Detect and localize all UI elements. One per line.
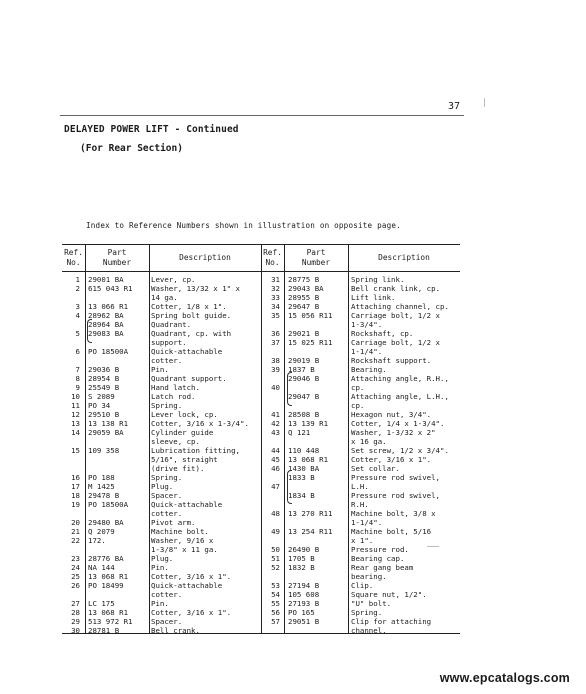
part-description: Washer, 9/16 x	[151, 536, 214, 545]
part-description: cotter.	[151, 356, 183, 365]
part-number: PO 34	[88, 401, 111, 410]
part-description: Lever, cp.	[151, 275, 196, 284]
part-number: 28776 BA	[88, 554, 124, 563]
part-number: LC 175	[88, 599, 115, 608]
part-description: Quadrant.	[151, 320, 192, 329]
ref-number: 52	[271, 563, 280, 572]
part-number: 28964 BA	[88, 320, 124, 329]
part-number: PO 18499	[88, 581, 124, 590]
part-description: Spring.	[151, 401, 183, 410]
part-description: Spring.	[151, 473, 183, 482]
part-description: Bearing cap.	[351, 554, 405, 563]
part-description: Lubrication fitting,	[151, 446, 240, 455]
part-description: Set screw, 1/2 x 3/4".	[351, 446, 449, 455]
part-description: Attaching channel, cp.	[351, 302, 449, 311]
part-number: 13 270 R11	[288, 509, 333, 518]
part-number: 29059 BA	[88, 428, 124, 437]
part-number: 109 358	[88, 446, 120, 455]
ref-number: 34	[271, 302, 280, 311]
ref-number: 48	[271, 509, 280, 518]
ref-number: 16	[71, 473, 80, 482]
part-number: 15 025 R11	[288, 338, 333, 347]
part-description: Cotter, 1/8 x 1".	[151, 302, 227, 311]
ref-number: 26	[71, 581, 80, 590]
part-number: 13 066 R1	[88, 302, 129, 311]
part-description: Spacer.	[151, 491, 183, 500]
header-part-line2: Number	[102, 258, 132, 267]
ref-number: 56	[271, 608, 280, 617]
part-number: S 2089	[88, 392, 115, 401]
header-ref	[261, 248, 284, 268]
part-description: 1-1/4".	[351, 518, 383, 527]
part-description: Cotter, 1/4 x 1-3/4".	[351, 419, 445, 428]
part-number: 1837 B	[288, 365, 315, 374]
part-description: Rockshaft, cp.	[351, 329, 414, 338]
part-number: 29051 B	[288, 617, 320, 626]
part-number: 15 056 R11	[288, 311, 333, 320]
part-number: 110 448	[288, 446, 320, 455]
ref-number: 12	[71, 410, 80, 419]
part-description: Attaching angle, L.H.,	[351, 392, 449, 401]
ref-number: 30	[71, 626, 80, 635]
part-number: 13 139 R1	[288, 419, 329, 428]
ref-number: 2	[75, 284, 80, 293]
ref-number: 50	[271, 545, 280, 554]
ref-number: 9	[75, 383, 80, 392]
ref-number: 4	[75, 311, 80, 320]
section-subtitle: (For Rear Section)	[80, 143, 183, 154]
part-description: Quick-attachable	[151, 347, 223, 356]
part-number: 13 068 R1	[88, 572, 129, 581]
part-description: Attaching angle, R.H.,	[351, 374, 449, 383]
scan-mark	[427, 546, 439, 547]
ref-number: 28	[71, 608, 80, 617]
part-number: Q 121	[288, 428, 311, 437]
scan-mark	[484, 98, 485, 107]
part-description: cp.	[351, 401, 365, 410]
part-number: PO 188	[88, 473, 115, 482]
group-brace	[287, 372, 292, 406]
ref-number: 18	[71, 491, 80, 500]
ref-number: 39	[271, 365, 280, 374]
header-ref-line1: Ref.	[64, 248, 83, 257]
part-description: Carriage bolt, 1/2 x	[351, 311, 440, 320]
part-description: 5/16", straight	[151, 455, 218, 464]
ref-number: 22	[71, 536, 80, 545]
header-ref-line2: No.	[265, 258, 280, 267]
part-description: Plug.	[151, 554, 174, 563]
part-description: Washer, 1-3/32 x 2"	[351, 428, 436, 437]
ref-number: 32	[271, 284, 280, 293]
part-description: Pressure rod.	[351, 545, 409, 554]
part-number: 28775 B	[288, 275, 320, 284]
ref-number: 33	[271, 293, 280, 302]
index-note: Index to Reference Numbers shown in illustration on opposite page.	[86, 221, 401, 230]
ref-number: 24	[71, 563, 80, 572]
part-number: 29036 B	[88, 365, 120, 374]
ref-number: 38	[271, 356, 280, 365]
part-description: Carriage bolt, 1/2 x	[351, 338, 440, 347]
part-description: Rockshaft support.	[351, 356, 432, 365]
ref-number: 46	[271, 464, 280, 473]
part-description: Cotter, 3/16 x 1-3/4".	[151, 419, 249, 428]
part-number: Q 2079	[88, 527, 115, 536]
part-number: PO 18500A	[88, 500, 129, 509]
part-number: PO 18500A	[88, 347, 129, 356]
part-number: 1834 B	[288, 491, 315, 500]
part-description: channel.	[351, 626, 387, 635]
part-number: 29647 B	[288, 302, 320, 311]
part-description: Quadrant, cp. with	[151, 329, 232, 338]
part-description: Spring.	[351, 608, 383, 617]
part-number: 28955 B	[288, 293, 320, 302]
part-description: cotter.	[151, 590, 183, 599]
parts-table	[62, 244, 460, 634]
part-description: Latch rod.	[151, 392, 196, 401]
part-description: 14 ga.	[151, 293, 178, 302]
ref-number: 10	[71, 392, 80, 401]
part-description: Square nut, 1/2".	[351, 590, 427, 599]
part-number: 172.	[88, 536, 106, 545]
part-number: 28954 B	[88, 374, 120, 383]
ref-number: 45	[271, 455, 280, 464]
ref-number: 13	[71, 419, 80, 428]
part-number: 28781 B	[88, 626, 120, 635]
part-description: Rear gang beam	[351, 563, 414, 572]
part-description: Lift link.	[351, 293, 396, 302]
col-divider	[85, 244, 86, 634]
group-brace	[87, 319, 92, 343]
part-description: Clip.	[351, 581, 374, 590]
part-description: Bell crank link, cp.	[351, 284, 440, 293]
part-description: Spacer.	[151, 617, 183, 626]
ref-number: 53	[271, 581, 280, 590]
part-description: Pin.	[151, 563, 169, 572]
ref-number: 21	[71, 527, 80, 536]
part-number: 28508 B	[288, 410, 320, 419]
part-description: Plug.	[151, 482, 174, 491]
part-number: 29001 BA	[88, 275, 124, 284]
part-description: Clip for attaching	[351, 617, 432, 626]
page-header-rule	[60, 115, 464, 116]
section-title: DELAYED POWER LIFT - Continued	[64, 124, 239, 135]
header-description: Description	[179, 253, 231, 262]
part-description: Quick-attachable	[151, 581, 223, 590]
part-description: Cotter, 3/16 x 1".	[351, 455, 432, 464]
part-number: 105 608	[288, 590, 320, 599]
part-number: PO 165	[288, 608, 315, 617]
part-number: 29083 BA	[88, 329, 124, 338]
header-ref-line1: Ref.	[263, 248, 282, 257]
part-number: 1833 B	[288, 473, 315, 482]
ref-number: 7	[75, 365, 80, 374]
part-description: support.	[151, 338, 187, 347]
ref-number: 3	[75, 302, 80, 311]
part-number: 13 138 R1	[88, 419, 129, 428]
part-description: cotter.	[151, 509, 183, 518]
page-number: 37	[448, 101, 461, 112]
ref-number: 25	[71, 572, 80, 581]
part-description: Machine bolt, 3/8 x	[351, 509, 436, 518]
part-description: cp.	[351, 383, 365, 392]
header-part-number	[284, 248, 348, 268]
part-description: "U" bolt.	[351, 599, 392, 608]
part-number: 29480 BA	[88, 518, 124, 527]
part-number: 27194 B	[288, 581, 320, 590]
ref-number: 44	[271, 446, 280, 455]
ref-number: 20	[71, 518, 80, 527]
part-number: 28962 BA	[88, 311, 124, 320]
header-description: Description	[378, 253, 430, 262]
header-part-line1: Part	[306, 248, 326, 257]
ref-number: 8	[75, 374, 80, 383]
part-description: Hand latch.	[151, 383, 200, 392]
col-divider	[284, 244, 285, 634]
part-number: 1705 B	[288, 554, 315, 563]
part-description: Cotter, 3/16 x 1".	[151, 608, 232, 617]
part-description: Lever lock, cp.	[151, 410, 218, 419]
ref-number: 27	[71, 599, 80, 608]
part-number: 29021 B	[288, 329, 320, 338]
part-number: 29510 B	[88, 410, 120, 419]
ref-number: 57	[271, 617, 280, 626]
part-description: Pin.	[151, 365, 169, 374]
ref-number: 36	[271, 329, 280, 338]
part-number: 615 043 R1	[88, 284, 133, 293]
part-description: bearing.	[351, 572, 387, 581]
part-number: 29046 B	[288, 374, 320, 383]
group-brace	[287, 470, 292, 504]
ref-number: 5	[75, 329, 80, 338]
part-description: R.H.	[351, 500, 369, 509]
part-description: Pressure rod swivel,	[351, 491, 440, 500]
footer-watermark-url: www.epcatalogs.com	[439, 671, 570, 685]
ref-number: 15	[71, 446, 80, 455]
ref-number: 49	[271, 527, 280, 536]
ref-number: 35	[271, 311, 280, 320]
part-number: 1832 B	[288, 563, 315, 572]
part-description: Quick-attachable	[151, 500, 223, 509]
col-divider	[149, 244, 150, 634]
part-description: Hexagon nut, 3/4".	[351, 410, 432, 419]
ref-number: 41	[271, 410, 280, 419]
part-description: sleeve, cp.	[151, 437, 200, 446]
ref-number: 29	[71, 617, 80, 626]
part-description: (drive fit).	[151, 464, 205, 473]
part-number: 13 068 R1	[288, 455, 329, 464]
part-description: Spring link.	[351, 275, 405, 284]
ref-number: 31	[271, 275, 280, 284]
ref-number: 51	[271, 554, 280, 563]
part-description: x 16 ga.	[351, 437, 387, 446]
ref-number: 11	[71, 401, 80, 410]
part-number: 1430 BA	[288, 464, 320, 473]
part-description: Quadrant support.	[151, 374, 227, 383]
part-description: 1-1/4".	[351, 347, 383, 356]
part-number: 513 972 R1	[88, 617, 133, 626]
part-description: Pivot arm.	[151, 518, 196, 527]
part-number: M 1425	[88, 482, 115, 491]
ref-number: 19	[71, 500, 80, 509]
ref-number: 1	[75, 275, 80, 284]
ref-number: 54	[271, 590, 280, 599]
part-description: Set collar.	[351, 464, 400, 473]
ref-number: 40	[271, 383, 280, 392]
part-number: 13 254 R11	[288, 527, 333, 536]
part-description: x 1".	[351, 536, 374, 545]
ref-number: 14	[71, 428, 80, 437]
part-description: Pressure rod swivel,	[351, 473, 440, 482]
part-number: 29047 B	[288, 392, 320, 401]
part-description: Bearing.	[351, 365, 387, 374]
ref-number: 6	[75, 347, 80, 356]
part-number: 29019 B	[288, 356, 320, 365]
header-part-number	[85, 248, 149, 268]
part-description: Pin.	[151, 599, 169, 608]
part-number: 13 068 R1	[88, 608, 129, 617]
part-description: Cylinder guide	[151, 428, 214, 437]
part-number: 26490 B	[288, 545, 320, 554]
part-number: 29478 B	[88, 491, 120, 500]
part-description: Spring bolt guide.	[151, 311, 232, 320]
part-description: 1-3/8" x 11 ga.	[151, 545, 218, 554]
part-description: Machine bolt.	[151, 527, 209, 536]
ref-number: 23	[71, 554, 80, 563]
part-description: Bell crank.	[151, 626, 200, 635]
part-number: 25549 B	[88, 383, 120, 392]
ref-number: 55	[271, 599, 280, 608]
part-description: Cotter, 3/16 x 1".	[151, 572, 232, 581]
ref-number: 47	[271, 482, 280, 491]
col-divider	[348, 244, 349, 634]
ref-number: 42	[271, 419, 280, 428]
part-description: 1-3/4".	[351, 320, 383, 329]
header-ref	[62, 248, 85, 268]
part-number: NA 144	[88, 563, 115, 572]
part-number: 29043 BA	[288, 284, 324, 293]
header-part-line2: Number	[301, 258, 331, 267]
ref-number: 43	[271, 428, 280, 437]
part-description: L.H.	[351, 482, 369, 491]
part-description: Machine bolt, 5/16	[351, 527, 432, 536]
header-part-line1: Part	[107, 248, 127, 257]
ref-number: 17	[71, 482, 80, 491]
part-number: 27193 B	[288, 599, 320, 608]
header-ref-line2: No.	[66, 258, 81, 267]
ref-number: 37	[271, 338, 280, 347]
part-description: Washer, 13/32 x 1" x	[151, 284, 240, 293]
